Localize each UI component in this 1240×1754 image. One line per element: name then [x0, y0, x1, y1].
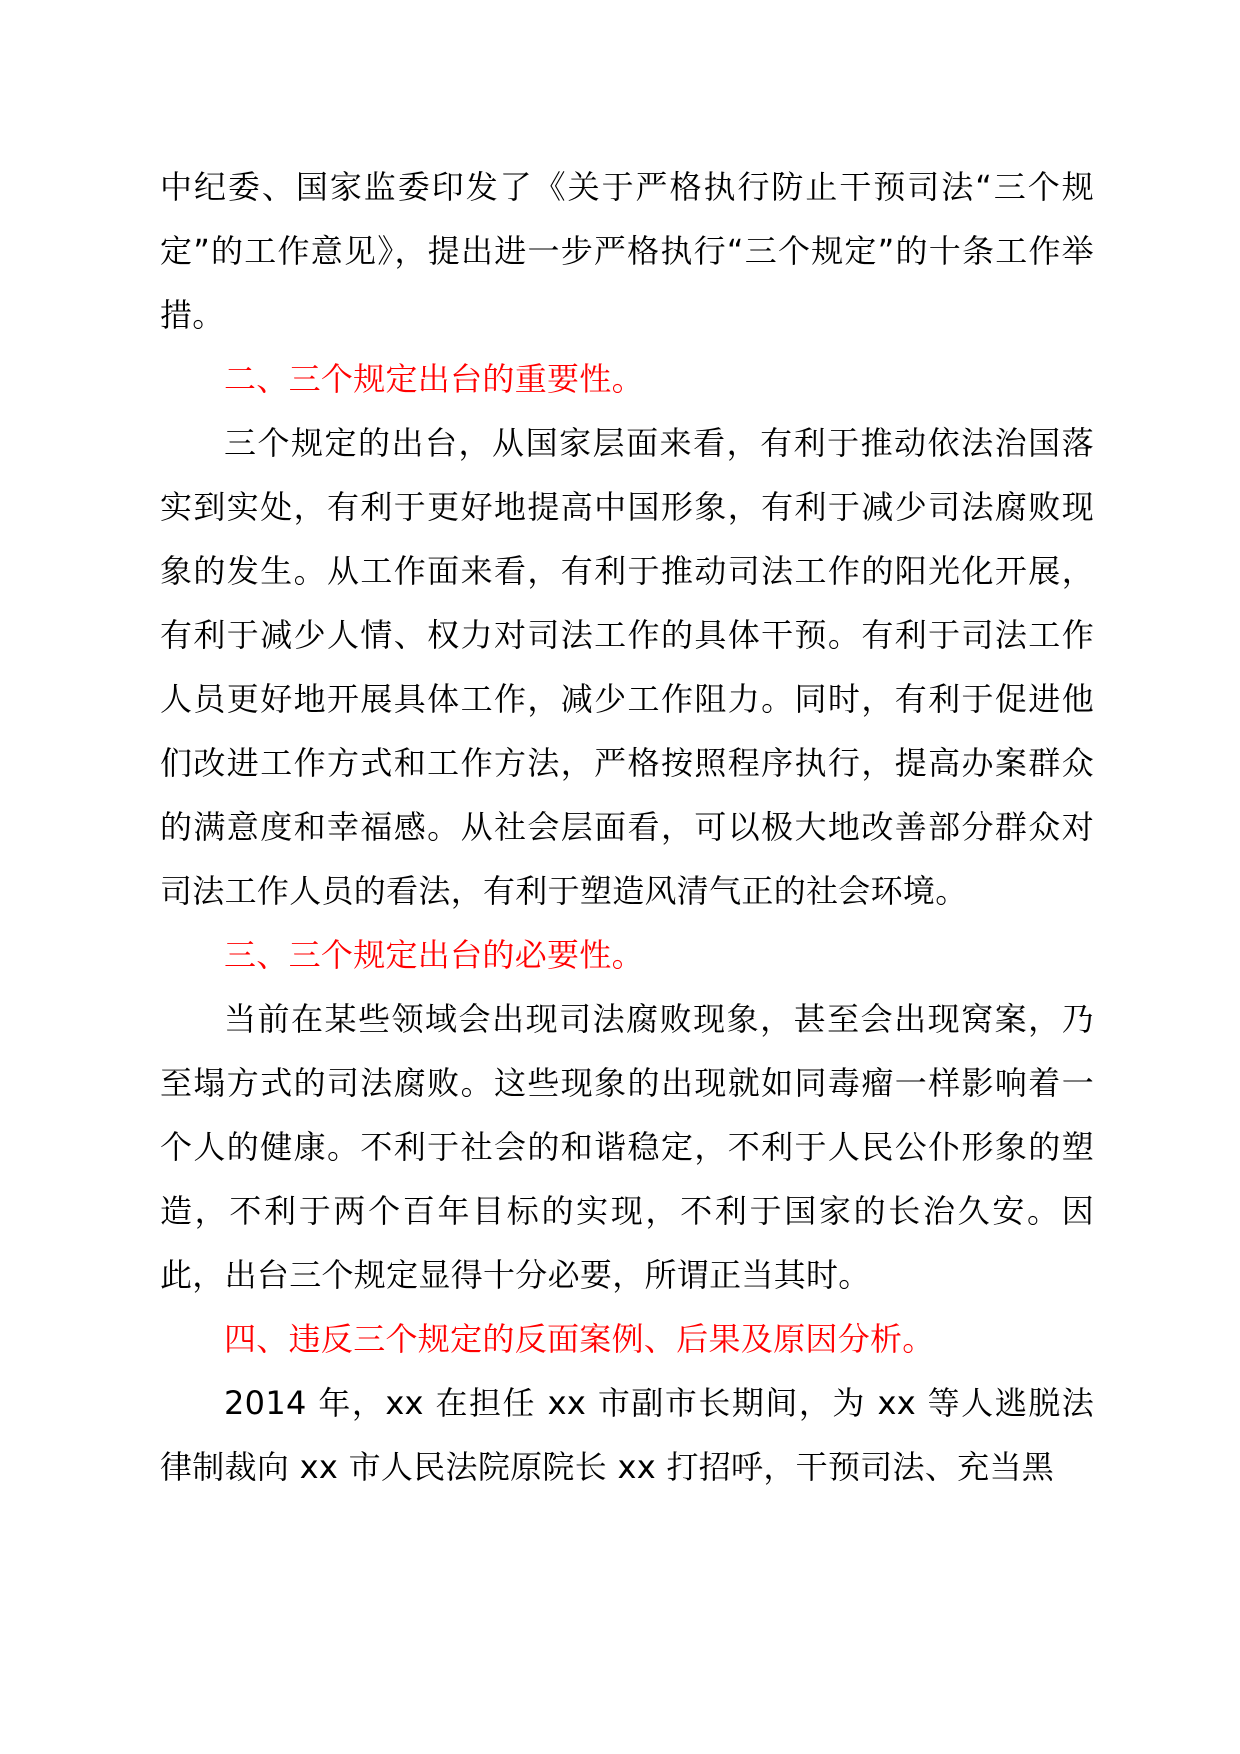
body-paragraph: 2014 年，xx 在担任 xx 市副市长期间，为 xx 等人逃脱法律制裁向 xx 市人民法院原院长 xx 打招呼，干预司法、充当黑 — [160, 1384, 1094, 1486]
body-paragraph: 当前在某些领域会出现司法腐败现象，甚至会出现窝案，乃至塌方式的司法腐败。这些现象的出现就如同毒瘤一样影响着一个人的健康。不利于社会的和谐稳定，不利于人民公仆形象的塑造，不利于两个百年目标的实现，不利于国家的长治久安。因此，出台三个规定显得十分必要，所谓正当其时。 — [160, 1000, 1094, 1294]
document-page — [160, 155, 1094, 1499]
body-paragraph: 中纪委、国家监委印发了《关于严格执行防止干预司法“三个规定”的工作意见》，提出进一步严格执行“三个规定”的十条工作举措。 — [160, 168, 1094, 334]
section-heading-necessity: 三、三个规定出台的必要性。 — [224, 936, 644, 974]
section-heading-cases: 四、违反三个规定的反面案例、后果及原因分析。 — [224, 1320, 935, 1358]
body-paragraph: 三个规定的出台，从国家层面来看，有利于推动依法治国落实到实处，有利于更好地提高中国形象，有利于减少司法腐败现象的发生。从工作面来看，有利于推动司法工作的阳光化开展，有利于减少人情、权力对司法工作的具体干预。有利于司法工作人员更好地开展具体工作，减少工作阻力。同时，有利于促进他们改进工作方式和工作方法，严格按照程序执行，提高办案群众的满意度和幸福感。从社会层面看，可以极大地改善部分群众对司法工作人员的看法，有利于塑造风清气正的社会环境。 — [160, 424, 1094, 910]
section-heading-importance: 二、三个规定出台的重要性。 — [224, 360, 644, 398]
